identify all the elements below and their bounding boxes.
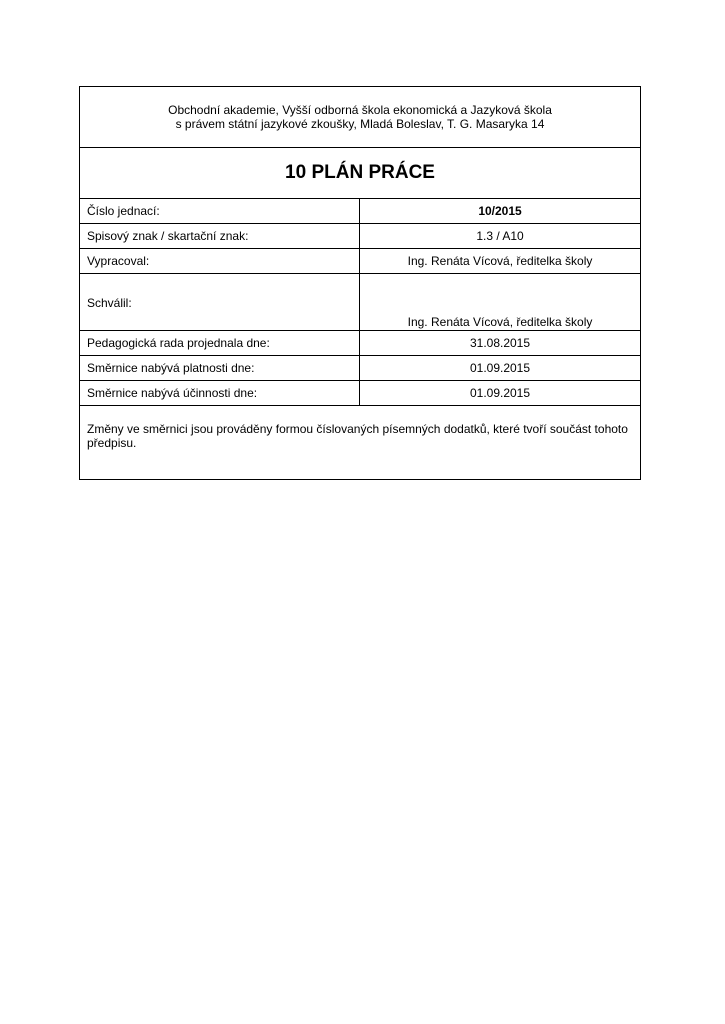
row-label-approved-by: Schválil: bbox=[80, 274, 360, 331]
note-row bbox=[80, 406, 641, 480]
row-label-file-code: Spisový znak / skartační znak: bbox=[80, 224, 360, 249]
table-row bbox=[80, 381, 641, 406]
row-label-prepared-by: Vypracoval: bbox=[80, 249, 360, 274]
row-value-validity-date: 01.09.2015 bbox=[360, 356, 641, 381]
row-label-reference-number: Číslo jednací: bbox=[80, 199, 360, 224]
table-row bbox=[80, 331, 641, 356]
document-header-table bbox=[79, 86, 641, 480]
row-label-validity-date: Směrnice nabývá platnosti dne: bbox=[80, 356, 360, 381]
table-row bbox=[80, 249, 641, 274]
row-label-council-date: Pedagogická rada projednala dne: bbox=[80, 331, 360, 356]
table-row bbox=[80, 356, 641, 381]
title-row bbox=[80, 148, 641, 199]
school-header-row bbox=[80, 87, 641, 148]
school-name-line-2: s právem státní jazykové zkoušky, Mladá Boleslav, T. G. Masaryka 14 bbox=[175, 117, 545, 131]
table-row bbox=[80, 274, 641, 331]
row-value-approved-by: Ing. Renáta Vícová, ředitelka školy bbox=[360, 274, 641, 331]
row-value-prepared-by: Ing. Renáta Vícová, ředitelka školy bbox=[360, 249, 641, 274]
school-name-line-1: Obchodní akademie, Vyšší odborná škola ekonomická a Jazyková škola bbox=[168, 103, 552, 117]
row-value-council-date: 31.08.2015 bbox=[360, 331, 641, 356]
row-value-reference-number: 10/2015 bbox=[360, 199, 641, 224]
row-value-effective-date: 01.09.2015 bbox=[360, 381, 641, 406]
school-header-cell bbox=[80, 87, 641, 148]
row-value-file-code: 1.3 / A10 bbox=[360, 224, 641, 249]
table-row bbox=[80, 224, 641, 249]
table-row bbox=[80, 199, 641, 224]
document-title: 10 PLÁN PRÁCE bbox=[80, 148, 641, 199]
row-label-effective-date: Směrnice nabývá účinnosti dne: bbox=[80, 381, 360, 406]
amendment-note: Změny ve směrnici jsou prováděny formou číslovaných písemných dodatků, které tvoří součást tohoto předpisu. bbox=[80, 406, 641, 480]
